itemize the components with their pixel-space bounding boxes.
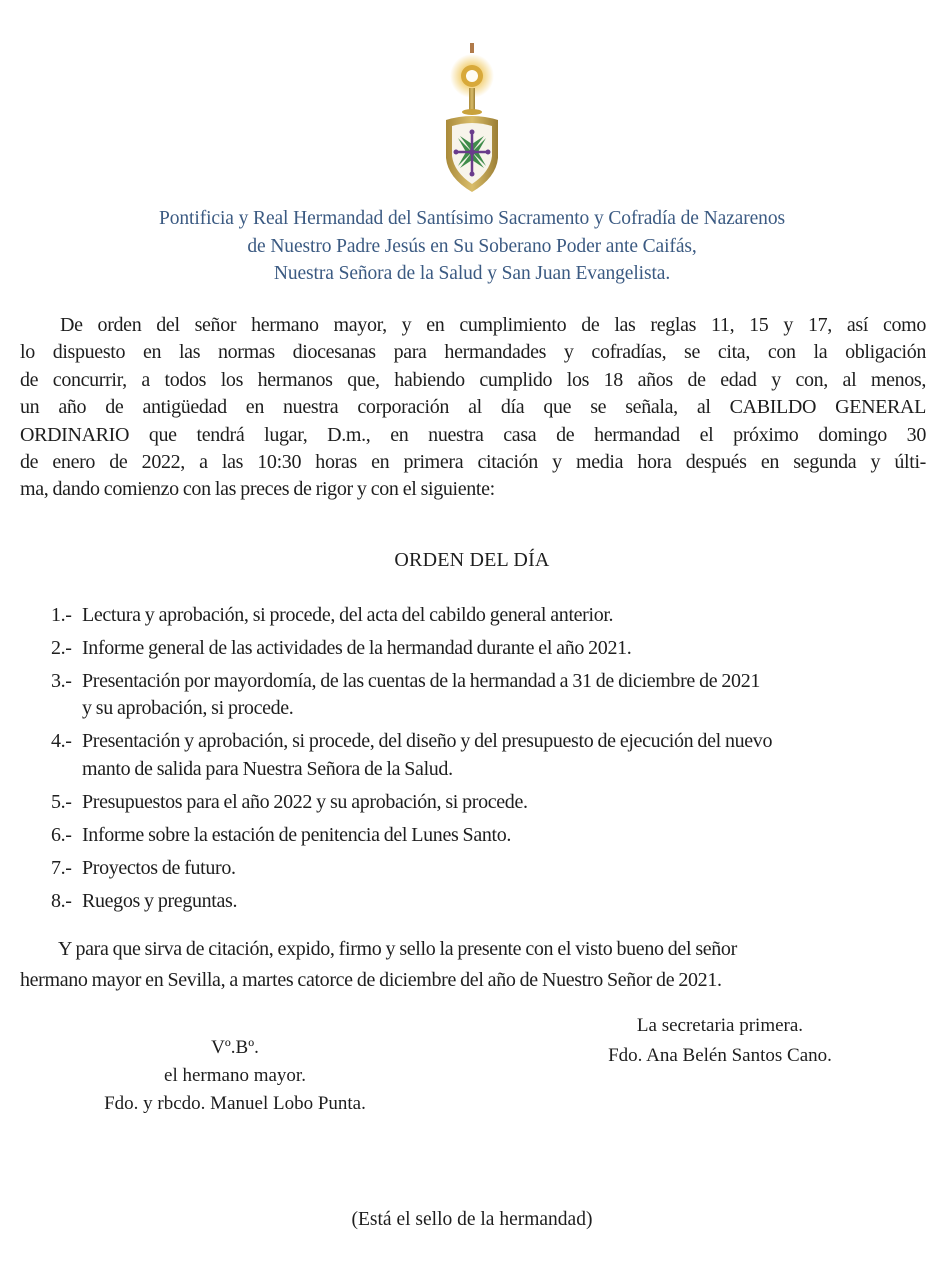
signature-line: Fdo. Ana Belén Santos Cano. [608, 1045, 832, 1066]
agenda-item-text: Proyectos de futuro. [82, 856, 236, 879]
agenda-item-text-continued: y su aprobación, si procede. [82, 697, 294, 720]
agenda-title: ORDEN DEL DÍA [394, 549, 550, 571]
agenda-item-number: 8.- [51, 889, 72, 912]
agenda-item [51, 789, 931, 816]
closing-paragraph [20, 934, 930, 996]
brotherhood-crest-icon [432, 40, 512, 205]
agenda-item [51, 668, 931, 723]
agenda-item [51, 822, 931, 849]
agenda-item-text: Informe sobre la estación de penitencia del Lunes Santo. [82, 823, 512, 846]
agenda-item-text: Presentación y aprobación, si procede, del diseño y del presupuesto de ejecución del nuevo [82, 730, 773, 753]
agenda-item-text: Informe general de las actividades de la hermandad durante el año 2021. [82, 637, 632, 659]
paragraph-line: De orden del señor hermano mayor, y en cumplimiento de las reglas 11, 15 y 17, así como [60, 314, 926, 336]
agenda-item-number: 2.- [51, 637, 72, 659]
agenda-item-number: 6.- [51, 823, 72, 846]
signature-line: el hermano mayor. [164, 1065, 306, 1086]
paragraph-line: ma, dando comienzo con las preces de rigor y con el siguiente: [20, 478, 495, 501]
agenda-item-text: Ruegos y preguntas. [82, 889, 238, 912]
agenda-item-number: 7.- [51, 856, 72, 879]
paragraph-line: ORDINARIO que tendrá lugar, D.m., en nuestra casa de hermandad el próximo domingo 30 [20, 423, 926, 446]
agenda-item-text: Presentación por mayordomía, de las cuentas de la hermandad a 31 de diciembre de 2021 [82, 670, 760, 692]
signature-secretaria [530, 1011, 910, 1071]
agenda-item [51, 888, 931, 915]
paragraph-line: un año de antigüedad en nuestra corporación al día que se señala, al CABILDO GENERAL [20, 396, 926, 419]
agenda-item [51, 635, 931, 662]
paragraph-line: lo dispuesto en las normas diocesanas para hermandades y cofradías, se cita, con la obligación [20, 341, 926, 364]
paragraph-line: hermano mayor en Sevilla, a martes catorce de diciembre del año de Nuestro Señor de 2021. [20, 969, 722, 991]
heading-line: de Nuestro Padre Jesús en Su Soberano Poder ante Caifás, [247, 235, 697, 257]
heading-line: Pontificia y Real Hermandad del Santísimo Sacramento y Cofradía de Nazarenos [159, 208, 785, 229]
agenda-item-text-continued: manto de salida para Nuestra Señora de la Salud. [82, 757, 453, 780]
agenda-item-number: 3.- [51, 670, 72, 692]
signature-line: Fdo. y rbcdo. Manuel Lobo Punta. [104, 1093, 366, 1114]
agenda-item-number: 1.- [51, 604, 72, 626]
paragraph-line: de enero de 2022, a las 10:30 horas en primera citación y media hora después en segunda y últi- [20, 451, 926, 474]
agenda-item [51, 602, 931, 629]
stamp-note: (Está el sello de la hermandad) [351, 1209, 593, 1230]
signature-line: Vº.Bº. [211, 1037, 259, 1058]
convocation-paragraph [20, 312, 926, 504]
agenda-item-number: 5.- [51, 790, 72, 813]
agenda-list [51, 602, 931, 921]
paragraph-line: de concurrir, a todos los hermanos que, habiendo cumplido los 18 años de edad y con, al menos, [20, 368, 926, 391]
agenda-item [51, 728, 931, 783]
agenda-item [51, 855, 931, 882]
agenda-item-text: Lectura y aprobación, si procede, del acta del cabildo general anterior. [82, 604, 614, 626]
agenda-item-body [82, 728, 931, 783]
paragraph-line: Y para que sirva de citación, expido, firmo y sello la presente con el visto bueno del señor [58, 938, 737, 960]
agenda-item-body [82, 668, 931, 723]
agenda-item-text: Presupuestos para el año 2022 y su aprobación, si procede. [82, 790, 528, 813]
heading-line: Nuestra Señora de la Salud y San Juan Evangelista. [273, 263, 671, 284]
brotherhood-name-heading [0, 205, 944, 288]
signature-line: La secretaria primera. [636, 1015, 804, 1036]
agenda-item-number: 4.- [51, 730, 72, 753]
signature-hermano-mayor [50, 1034, 420, 1118]
